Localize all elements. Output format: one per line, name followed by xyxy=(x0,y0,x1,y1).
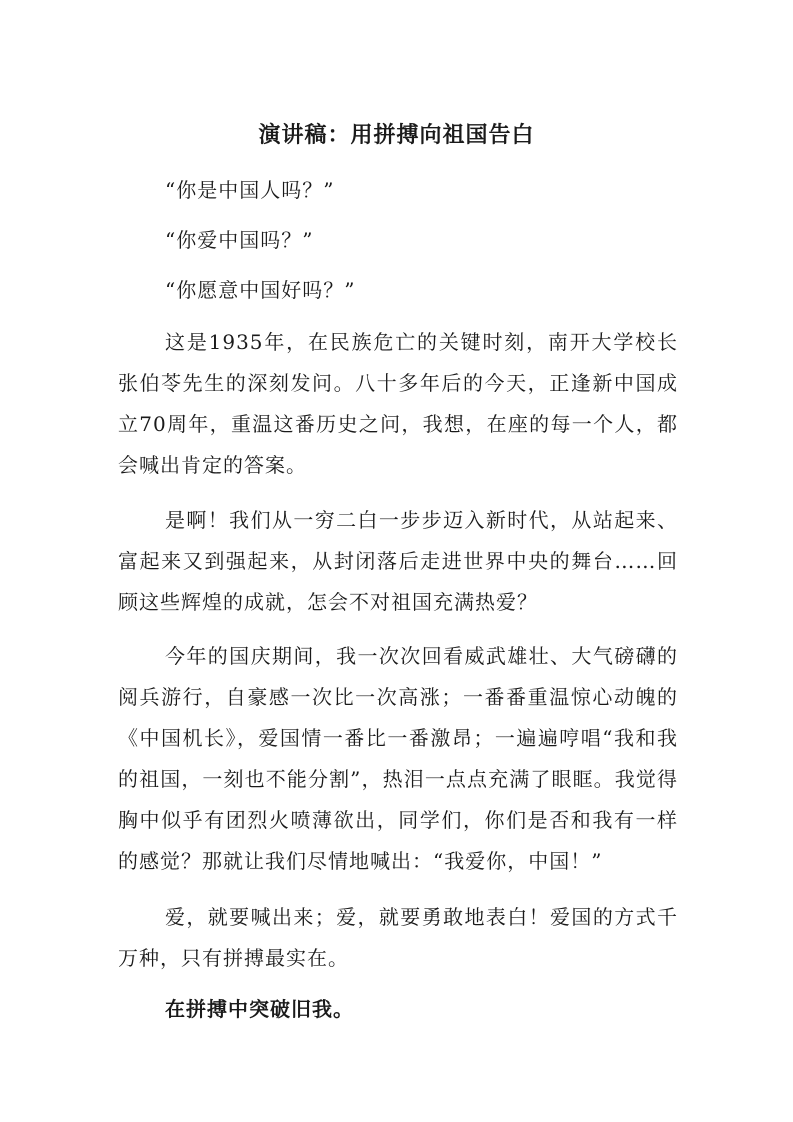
paragraph-4: 爱，就要喊出来；爱，就要勇敢地表白！爱国的方式千万种，只有拼搏最实在。 xyxy=(118,905,678,970)
paragraph-2: 是啊！我们从一穷二白一步步迈入新时代，从站起来、富起来又到强起来，从封闭落后走进世界中央的舞台……回顾这些辉煌的成就，怎会不对祖国充满热爱？ xyxy=(118,508,678,614)
paragraph-1: 这是1935年，在民族危亡的关键时刻，南开大学校长张伯苓先生的深刻发问。八十多年后的今天，正逢新中国成立70周年，重温这番历史之问，我想，在座的每一个人，都会喊出肯定的答案。 xyxy=(118,330,678,477)
quote-line-3: “你愿意中国好吗？” xyxy=(165,278,356,302)
document-title: 演讲稿：用拼搏向祖国告白 xyxy=(258,122,535,148)
quote-line-2: “你爱中国吗？” xyxy=(165,228,314,252)
paragraph-3: 今年的国庆期间，我一次次回看威武雄壮、大气磅礴的阅兵游行，自豪感一次比一次高涨；一番番重温惊心动魄的《中国机长》，爱国情一番比一番激昂；一遍遍哼唱“我和我的祖国，一刻也不能分割”，热泪一点点充满了眼眶。我觉得胸中似乎有团烈火喷薄欲出，同学们，你们是否和我有一样的感觉？那就让我们尽情地喊出：“我爱你，中国！” xyxy=(118,644,678,873)
quote-line-1: “你是中国人吗？” xyxy=(165,178,335,202)
section-heading: 在拼搏中突破旧我。 xyxy=(165,997,354,1021)
